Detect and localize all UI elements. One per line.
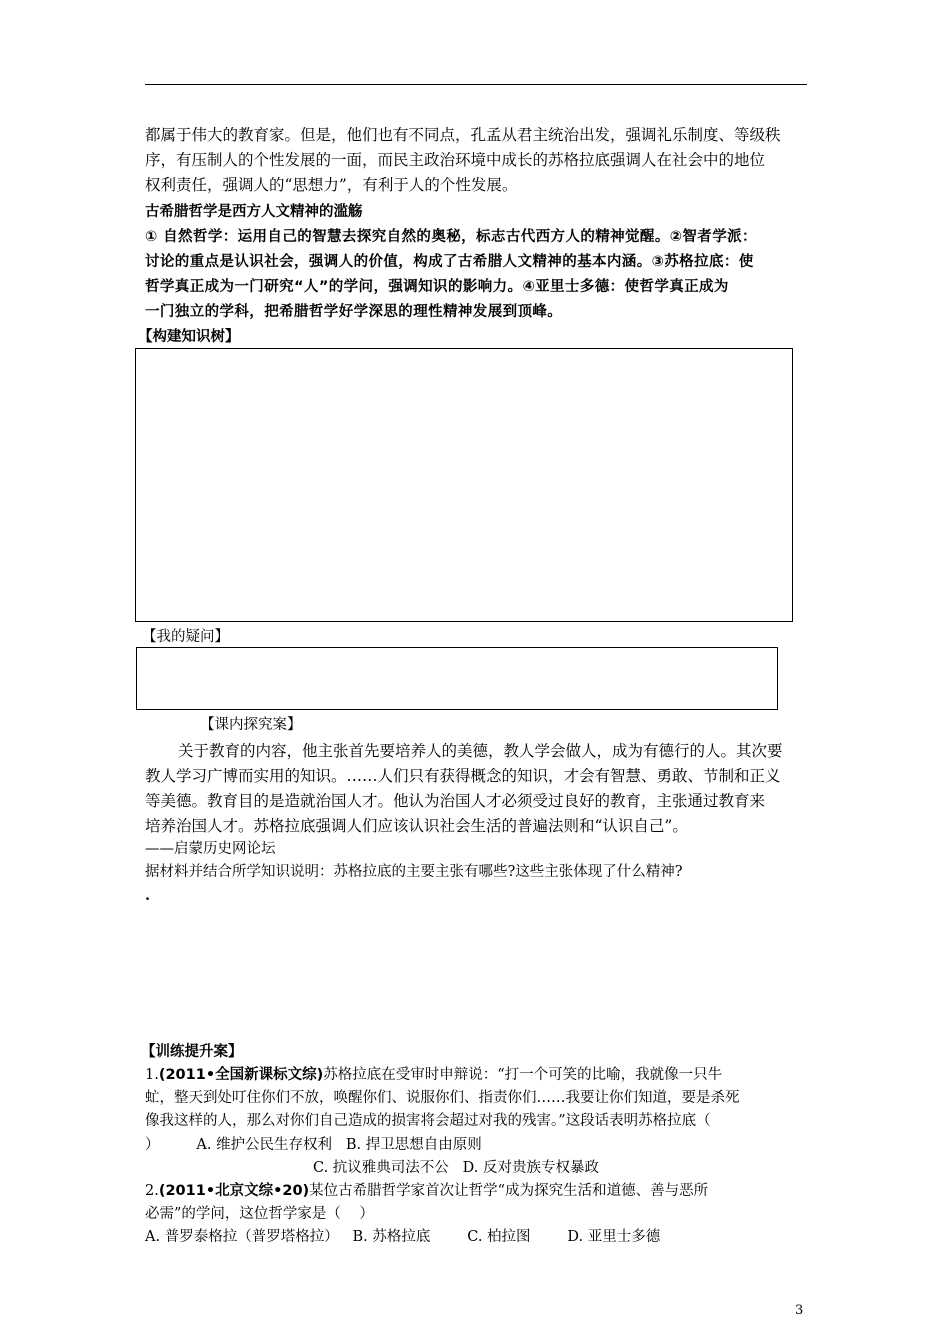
inquiry-line-3: 等美德。教育目的是造就治国人才。他认为治国人才必须受过良好的教育，主张通过教育来 xyxy=(145,792,766,810)
inquiry-label: 【课内探究案】 xyxy=(200,717,302,733)
philosophy-line-1: ① 自然哲学：运用自己的智慧去探究自然的奥秘，标志古代西方人的精神觉醒。②智者学派： xyxy=(145,229,757,245)
training-label: 【训练提升案】 xyxy=(141,1044,243,1060)
intro-line-2: 序，有压制人的个性发展的一面，而民主政治环境中成长的苏格拉底强调人在社会中的地位 xyxy=(145,151,766,169)
header-rule xyxy=(145,84,807,85)
question-1-options-2: C. 抗议雅典司法不公 D. 反对贵族专权暴政 xyxy=(313,1160,599,1176)
question-2-number: 2. xyxy=(145,1183,159,1199)
intro-line-1: 都属于伟大的教育家。但是，他们也有不同点，孔孟从君主统治出发，强调礼乐制度、等级秩 xyxy=(145,126,781,144)
question-1-text-1: 苏格拉底在受审时申辩说：“打一个可笑的比喻，我就像一只牛 xyxy=(323,1067,723,1083)
question-1-options-1: ） A. 维护公民生存权利 B. 捍卫思想自由原则 xyxy=(145,1137,482,1153)
question-2-options: A. 普罗泰格拉（普罗塔格拉） B. 苏格拉底 C. 柏拉图 D. 亚里士多德 xyxy=(145,1229,661,1245)
question-1-line-1 xyxy=(145,1064,810,1086)
question-1-line-3: 像我这样的人，那么对你们自己造成的损害将会超过对我的残害。”这段话表明苏格拉底（ xyxy=(145,1113,711,1129)
philosophy-heading: 古希腊哲学是西方人文精神的滥觞 xyxy=(145,204,363,220)
intro-line-3: 权利责任，强调人的“思想力”，有利于人的个性发展。 xyxy=(145,176,518,194)
inquiry-line-4: 培养治国人才。苏格拉底强调人们应该认识社会生活的普遍法则和“认识自己”。 xyxy=(145,817,688,835)
my-questions-box[interactable] xyxy=(136,647,778,710)
inquiry-question: 据材料并结合所学知识说明：苏格拉底的主要主张有哪些?这些主张体现了什么精神? xyxy=(145,864,683,880)
page-number: 3 xyxy=(795,1303,804,1318)
knowledge-tree-label: 【构建知识树】 xyxy=(138,329,240,345)
question-2-text-1: 某位古希腊哲学家首次让哲学“成为探究生活和道德、善与恶所 xyxy=(309,1183,709,1199)
question-1-line-2: 虻，整天到处叮住你们不放，唤醒你们、说服你们、指责你们……我要让你们知道，要是杀死 xyxy=(145,1090,740,1106)
philosophy-line-2: 讨论的重点是认识社会，强调人的价值，构成了古希腊人文精神的基本内涵。③苏格拉底：使 xyxy=(145,254,754,270)
inquiry-source: ——启蒙历史网论坛 xyxy=(145,841,276,857)
question-2-source: (2011•北京文综•20) xyxy=(158,1183,310,1199)
inquiry-line-2: 教人学习广博而实用的知识。……人们只有获得概念的知识，才会有智慧、勇敢、节制和正义 xyxy=(145,767,781,785)
inquiry-dot: . xyxy=(145,887,151,904)
question-1-number: 1. xyxy=(145,1067,159,1083)
question-2-line-2: 必需”的学问，这位哲学家是（ ） xyxy=(145,1206,374,1222)
knowledge-tree-box[interactable] xyxy=(135,348,793,622)
question-2-line-1 xyxy=(145,1180,810,1202)
philosophy-line-3: 哲学真正成为一门研究“人”的学问，强调知识的影响力。④亚里士多德：使哲学真正成为 xyxy=(145,279,729,295)
philosophy-line-4: 一门独立的学科，把希腊哲学好学深思的理性精神发展到顶峰。 xyxy=(145,304,563,320)
my-questions-label: 【我的疑问】 xyxy=(142,629,229,645)
inquiry-line-1: 关于教育的内容，他主张首先要培养人的美德，教人学会做人，成为有德行的人。其次要 xyxy=(178,742,783,760)
question-1-source: (2011•全国新课标文综) xyxy=(158,1067,324,1083)
